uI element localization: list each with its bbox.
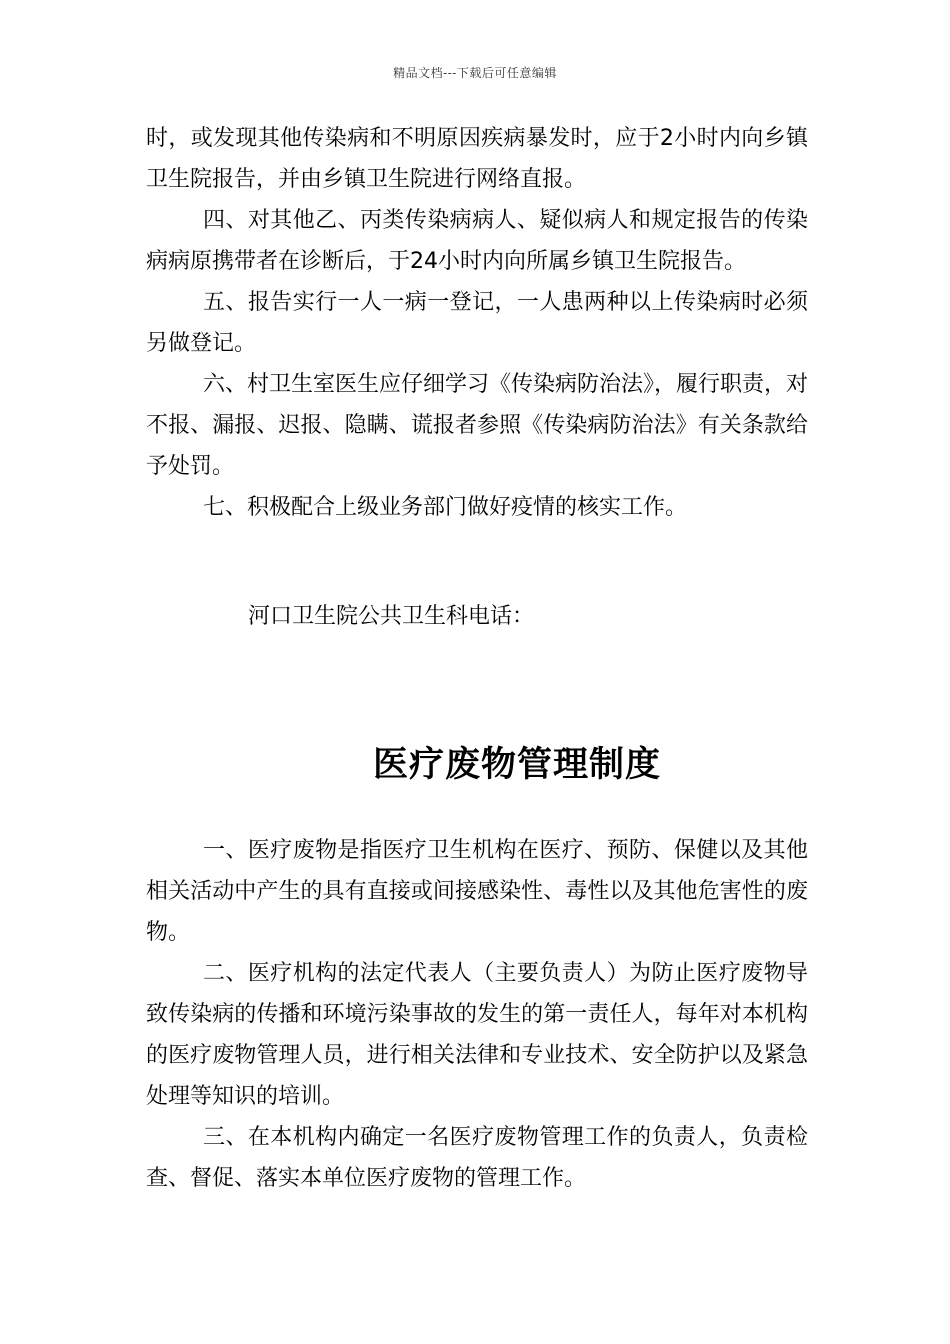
paragraph-item-3: 三、在本机构内确定一名医疗废物管理工作的负责人，负责检查、督促、落实本单位医疗废物的管理工作。 — [146, 1125, 808, 1191]
paragraph-item-4: 四、对其他乙、丙类传染病病人、疑似病人和规定报告的传染病病原携带者在诊断后，于24小时内向所属乡镇卫生院报告。 — [146, 208, 808, 274]
paragraph-continued-reporting: 时，或发现其他传染病和不明原因疾病暴发时，应于2小时内向乡镇卫生院报告，并由乡镇卫生院进行网络直报。 — [146, 126, 808, 192]
paragraph-item-2: 二、医疗机构的法定代表人（主要负责人）为防止医疗废物导致传染病的传播和环境污染事故的发生的第一责任人，每年对本机构的医疗废物管理人员，进行相关法律和专业技术、安全防护以及紧急处理等知识的培训。 — [146, 961, 808, 1109]
section-title: 医疗废物管理制度 — [372, 745, 661, 785]
page-header: 精品文档---下载后可任意编辑 — [393, 66, 557, 80]
contact-line: 河口卫生院公共卫生科电话： — [248, 604, 535, 629]
section1-body — [146, 118, 808, 528]
section2-body — [146, 830, 808, 1199]
paragraph-item-1: 一、医疗废物是指医疗卫生机构在医疗、预防、保健以及其他相关活动中产生的具有直接或间接感染性、毒性以及其他危害性的废物。 — [146, 838, 808, 945]
paragraph-item-5: 五、报告实行一人一病一登记，一人患两种以上传染病时必须另做登记。 — [146, 290, 808, 356]
paragraph-item-6: 六、村卫生室医生应仔细学习《传染病防治法》，履行职责，对不报、漏报、迟报、隐瞒、谎报者参照《传染病防治法》有关条款给予处罚。 — [146, 372, 809, 479]
paragraph-item-7: 七、积极配合上级业务部门做好疫情的核实工作。 — [203, 495, 688, 520]
